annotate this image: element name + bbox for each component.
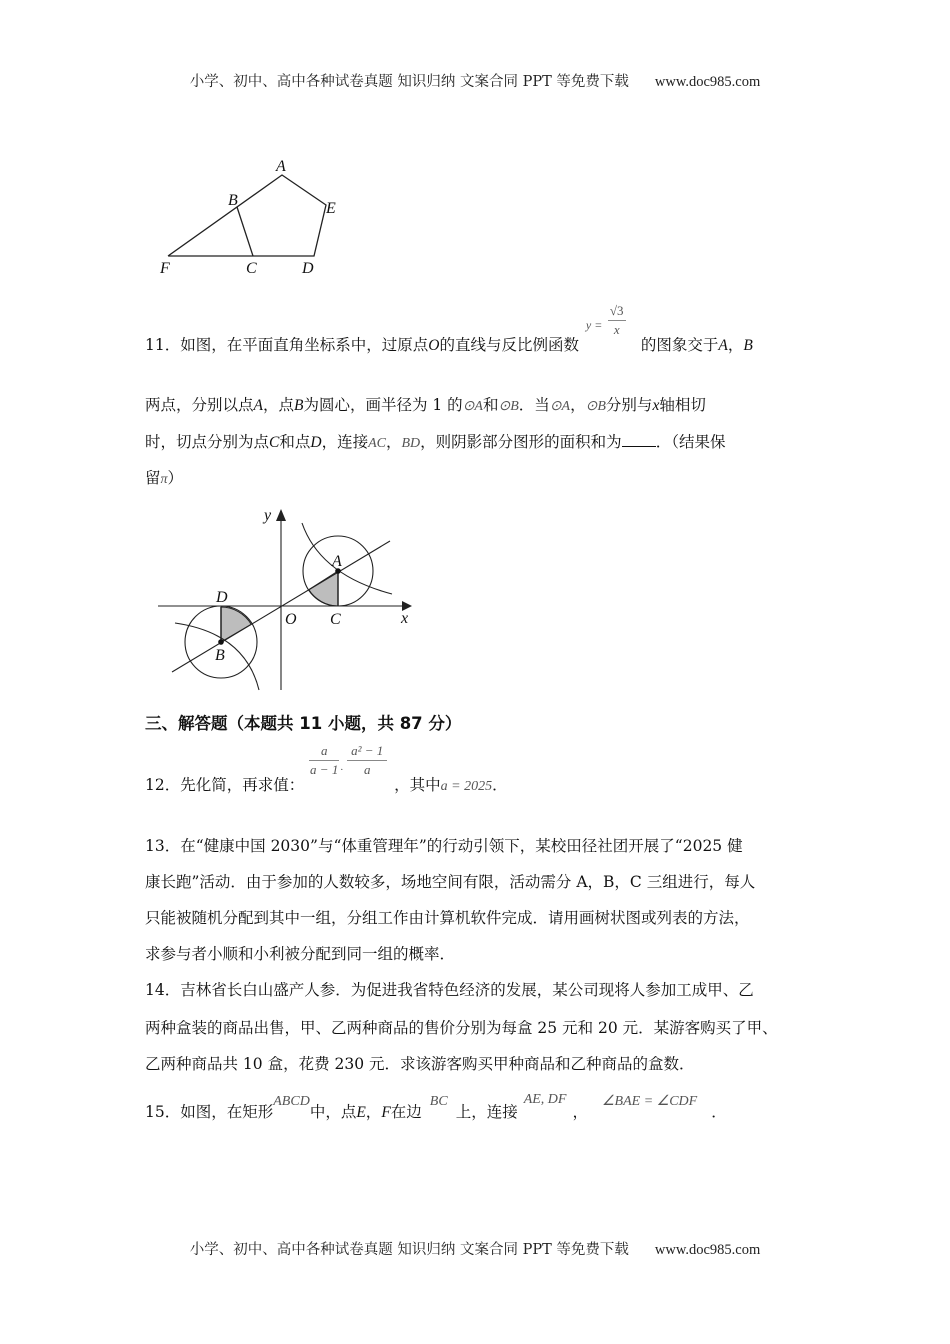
page-footer: [0, 1238, 950, 1259]
shaded-sector-B: [221, 607, 251, 642]
header-url[interactable]: www.doc985.com: [654, 74, 761, 90]
q13-line-2: 康长跑”活动．由于参加的人数较多，场地空间有限，活动需分 A，B，C 三组进行，每人: [145, 873, 756, 891]
q11-line-2: 两点，分别以点A，点B为圆心，画半径为 1 的⊙A和⊙B．当⊙A，⊙B分别与x轴相切: [145, 396, 706, 414]
q12: 12．先化简，再求值： $\frac{a}{a - 1}$ · $\frac{\text{a² − 1}}{a}$ ，其中a = 2025．: [145, 743, 508, 794]
q14-line-3: 乙两种商品共 10 盒，花费 230 元．求该游客购买甲种商品和乙种商品的盒数．: [145, 1055, 695, 1073]
label-O: O: [285, 611, 297, 628]
label-B: B: [228, 192, 238, 209]
q15: 15．如图，在矩形ABCD中，点E，F在边BC上，连接AE, DF，∠BAE = ∠CDF．: [145, 1092, 727, 1121]
label-B: B: [215, 647, 225, 664]
label-F: F: [160, 260, 170, 277]
page-header: [0, 70, 950, 91]
q11-line-3: 时，切点分别为点C和点D，连接AC，BD，则阴影部分图形的面积和为 ．（结果保: [145, 433, 726, 451]
label-D: D: [216, 589, 228, 606]
label-x: x: [401, 610, 409, 627]
label-E: E: [326, 200, 336, 217]
figure-pentagon: [150, 150, 360, 280]
q13-line-4: 求参与者小顺和小利被分配到同一组的概率．: [145, 945, 456, 963]
q14-line-2: 两种盒装的商品出售，甲、乙两种商品的售价分别为每盒 25 元和 20 元．某游客购买了甲、: [145, 1019, 778, 1037]
header-text: 小学、初中、高中各种试卷真题 知识归纳 文案合同 PPT 等免费下载: [189, 74, 629, 90]
section-title: 三、解答题（本题共 11 小题，共 87 分）: [145, 714, 462, 733]
inverse-function: y = $\frac{√3}{x}$: [585, 303, 624, 338]
q14-line-1: 14．吉林省长白山盛产人参．为促进我省特色经济的发展，某公司现将人参加工成甲、乙: [145, 981, 754, 999]
label-y: y: [264, 507, 272, 524]
q11-line-1: 11．如图，在平面直角坐标系中，过原点O的直线与反比例函数 y = $\frac{√3}{x}$ 的图象交于A，B: [145, 303, 753, 354]
figure-coordinate-circles: [150, 500, 420, 695]
label-D: D: [302, 260, 314, 277]
q13-line-1: 13．在“健康中国 2030”与“体重管理年”的行动引领下，某校田径社团开展了“2025 健: [145, 837, 743, 855]
label-A: A: [276, 158, 286, 175]
q11-line-4: 留π）: [145, 469, 184, 487]
label-A: A: [332, 553, 342, 570]
label-C: C: [246, 260, 257, 277]
expression: $\frac{a}{a - 1}$ · $\frac{\text{a² − 1}}{a}$: [309, 770, 389, 790]
footer-text: 小学、初中、高中各种试卷真题 知识归纳 文案合同 PPT 等免费下载: [189, 1242, 629, 1258]
answer-blank: [622, 432, 656, 447]
shaded-sector-A: [309, 571, 338, 606]
q13-line-3: 只能被随机分配到其中一组，分组工作由计算机软件完成．请用画树状图或列表的方法，: [145, 909, 750, 927]
footer-url[interactable]: www.doc985.com: [654, 1242, 761, 1258]
label-C: C: [330, 611, 341, 628]
